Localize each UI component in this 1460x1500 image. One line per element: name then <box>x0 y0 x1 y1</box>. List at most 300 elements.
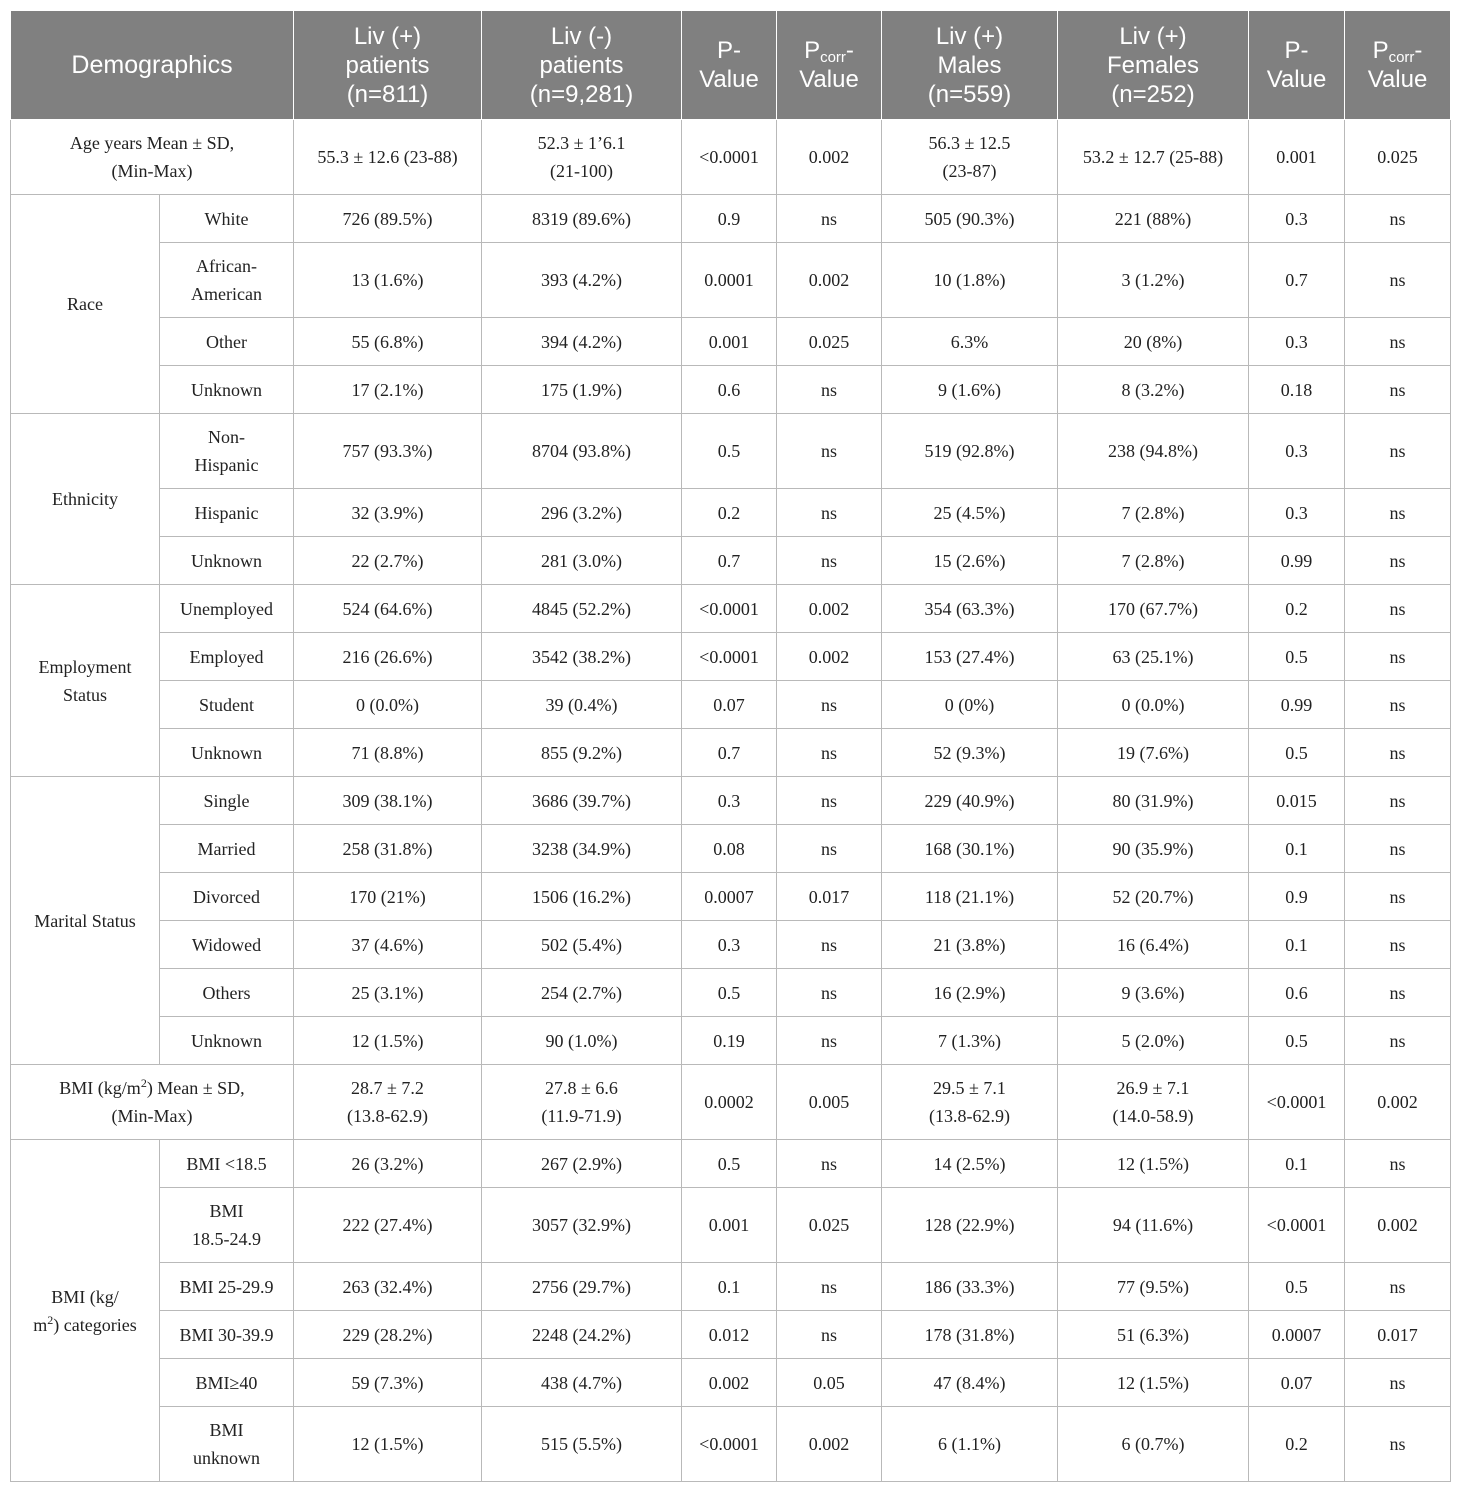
cell-p2: 0.9 <box>1249 873 1345 921</box>
cell-males: 52 (9.3%) <box>882 729 1058 777</box>
cell-females: 12 (1.5%) <box>1058 1359 1249 1407</box>
cell-pcorr: ns <box>777 681 882 729</box>
cell-males: 186 (33.3%) <box>882 1263 1058 1311</box>
cell-subcategory: Unemployed <box>160 585 294 633</box>
cell-subcategory: BMI <18.5 <box>160 1140 294 1188</box>
cell-p2: 0.3 <box>1249 489 1345 537</box>
text-line: American <box>191 284 262 304</box>
cell-liv-neg: 296 (3.2%) <box>482 489 682 537</box>
cell-pcorr2: ns <box>1345 366 1451 414</box>
header-demographics: Demographics <box>11 11 294 120</box>
value-line: (23-87) <box>942 161 997 181</box>
value-line: 52.3 ± 1’6.1 <box>537 133 626 153</box>
cell-p: 0.6 <box>682 366 777 414</box>
cell-males: 14 (2.5%) <box>882 1140 1058 1188</box>
header-line: Liv (-) <box>550 22 613 50</box>
value-line: 26.9 ± 7.1 <box>1116 1078 1190 1098</box>
cell-pcorr2: ns <box>1345 489 1451 537</box>
cell-males: 9 (1.6%) <box>882 366 1058 414</box>
cell-subcategory: Other <box>160 318 294 366</box>
cell-p2: <0.0001 <box>1249 1065 1345 1140</box>
cell-pcorr2: ns <box>1345 825 1451 873</box>
cell-p2: 0.5 <box>1249 1017 1345 1065</box>
cell-liv-pos: 263 (32.4%) <box>294 1263 482 1311</box>
cell-subcategory <box>160 1407 294 1482</box>
cell-pcorr2: ns <box>1345 777 1451 825</box>
group-race <box>11 195 1451 414</box>
cell-liv-pos: 17 (2.1%) <box>294 366 482 414</box>
cell-p2: 0.0007 <box>1249 1311 1345 1359</box>
cell-females: 12 (1.5%) <box>1058 1140 1249 1188</box>
text-line: Status <box>62 684 107 705</box>
table-row <box>11 366 1451 414</box>
group-employment-status <box>11 585 1451 777</box>
cell-males: 354 (63.3%) <box>882 585 1058 633</box>
cell-pcorr: ns <box>777 195 882 243</box>
cell-p2: 0.5 <box>1249 1263 1345 1311</box>
cell-pcorr2: ns <box>1345 873 1451 921</box>
cell-pcorr: 0.05 <box>777 1359 882 1407</box>
cell-pcorr: ns <box>777 537 882 585</box>
cell-pcorr2: ns <box>1345 537 1451 585</box>
group-bmi-mean <box>11 1065 1451 1140</box>
cell-females <box>1058 1065 1249 1140</box>
cell-subcategory: Unknown <box>160 729 294 777</box>
cell-p2: 0.015 <box>1249 777 1345 825</box>
cell-p: 0.0007 <box>682 873 777 921</box>
value-line: 28.7 ± 7.2 <box>351 1078 424 1098</box>
cell-males <box>882 120 1058 195</box>
cell-p: 0.012 <box>682 1311 777 1359</box>
cell-pcorr: 0.025 <box>777 1188 882 1263</box>
cell-pcorr2: 0.002 <box>1345 1188 1451 1263</box>
cell-subcategory: Unknown <box>160 1017 294 1065</box>
text-line: Non- <box>208 427 245 447</box>
value-line: (13.8-62.9) <box>929 1106 1010 1126</box>
cell-subcategory: Student <box>160 681 294 729</box>
cell-pcorr: ns <box>777 1017 882 1065</box>
text-line: Employment <box>38 656 132 677</box>
cell-males: 118 (21.1%) <box>882 873 1058 921</box>
cell-subcategory: Married <box>160 825 294 873</box>
cell-pcorr: ns <box>777 489 882 537</box>
cell-liv-neg: 39 (0.4%) <box>482 681 682 729</box>
table-row <box>11 1140 1451 1188</box>
group-label-bmi-categories <box>11 1140 160 1482</box>
cell-females: 6 (0.7%) <box>1058 1407 1249 1482</box>
cell-p2: 0.3 <box>1249 414 1345 489</box>
text-line: 18.5-24.9 <box>192 1229 261 1249</box>
cell-liv-neg: 4845 (52.2%) <box>482 585 682 633</box>
cell-males: 25 (4.5%) <box>882 489 1058 537</box>
cell-pcorr: 0.017 <box>777 873 882 921</box>
table-row <box>11 777 1451 825</box>
cell-females: 3 (1.2%) <box>1058 243 1249 318</box>
header-line: Liv (+) <box>935 22 1004 50</box>
cell-liv-neg: 2756 (29.7%) <box>482 1263 682 1311</box>
cell-females: 5 (2.0%) <box>1058 1017 1249 1065</box>
header-line: Females <box>1106 51 1200 79</box>
cell-females: 7 (2.8%) <box>1058 537 1249 585</box>
cell-males: 168 (30.1%) <box>882 825 1058 873</box>
value-line: 56.3 ± 12.5 <box>928 133 1011 153</box>
cell-pcorr2: ns <box>1345 243 1451 318</box>
table-row <box>11 1311 1451 1359</box>
cell-liv-neg: 281 (3.0%) <box>482 537 682 585</box>
cell-p: 0.5 <box>682 414 777 489</box>
cell-pcorr: 0.002 <box>777 585 882 633</box>
cell-liv-neg: 393 (4.2%) <box>482 243 682 318</box>
cell-males: 6.3% <box>882 318 1058 366</box>
cell-pcorr: 0.002 <box>777 120 882 195</box>
text-line: BMI <box>209 1201 244 1221</box>
header-liv-pos-females <box>1058 11 1249 120</box>
cell-liv-pos: 309 (38.1%) <box>294 777 482 825</box>
cell-p: 0.7 <box>682 537 777 585</box>
cell-females: 90 (35.9%) <box>1058 825 1249 873</box>
label-sup: 2 <box>140 1076 147 1090</box>
cell-females: 16 (6.4%) <box>1058 921 1249 969</box>
cell-males: 505 (90.3%) <box>882 195 1058 243</box>
cell-liv-pos: 757 (93.3%) <box>294 414 482 489</box>
cell-p2: 0.18 <box>1249 366 1345 414</box>
value-line: 29.5 ± 7.1 <box>933 1078 1006 1098</box>
cell-pcorr: ns <box>777 777 882 825</box>
cell-pcorr: ns <box>777 1263 882 1311</box>
cell-label <box>11 1065 294 1140</box>
group-label-marital-status: Marital Status <box>11 777 160 1065</box>
table-row <box>11 585 1451 633</box>
cell-liv-pos: 0 (0.0%) <box>294 681 482 729</box>
header-line: Males <box>937 51 1002 79</box>
cell-pcorr: ns <box>777 1311 882 1359</box>
table-row <box>11 537 1451 585</box>
cell-pcorr2: ns <box>1345 1407 1451 1482</box>
cell-liv-pos: 32 (3.9%) <box>294 489 482 537</box>
cell-males: 229 (40.9%) <box>882 777 1058 825</box>
table-row <box>11 729 1451 777</box>
cell-p: 0.5 <box>682 1140 777 1188</box>
cell-subcategory <box>160 414 294 489</box>
header-p-value-2 <box>1249 11 1345 120</box>
cell-pcorr2: ns <box>1345 195 1451 243</box>
cell-p2: 0.1 <box>1249 825 1345 873</box>
cell-subcategory: Single <box>160 777 294 825</box>
cell-liv-neg: 3057 (32.9%) <box>482 1188 682 1263</box>
cell-p: 0.2 <box>682 489 777 537</box>
cell-subcategory <box>160 1188 294 1263</box>
cell-liv-neg: 394 (4.2%) <box>482 318 682 366</box>
header-line: Value <box>1367 66 1428 93</box>
cell-p2: 0.3 <box>1249 195 1345 243</box>
cell-liv-neg: 2248 (24.2%) <box>482 1311 682 1359</box>
cell-pcorr2: ns <box>1345 1359 1451 1407</box>
cell-females: 8 (3.2%) <box>1058 366 1249 414</box>
cell-liv-neg: 515 (5.5%) <box>482 1407 682 1482</box>
cell-pcorr2: ns <box>1345 318 1451 366</box>
cell-p2: 0.6 <box>1249 969 1345 1017</box>
header-line: (n=811) <box>346 80 429 108</box>
header-p: P <box>1372 37 1389 64</box>
value-line: (21-100) <box>550 161 613 181</box>
cell-liv-pos: 22 (2.7%) <box>294 537 482 585</box>
cell-females: 238 (94.8%) <box>1058 414 1249 489</box>
cell-males: 7 (1.3%) <box>882 1017 1058 1065</box>
cell-males: 6 (1.1%) <box>882 1407 1058 1482</box>
cell-pcorr: 0.002 <box>777 1407 882 1482</box>
cell-pcorr: ns <box>777 825 882 873</box>
cell-p: <0.0001 <box>682 120 777 195</box>
cell-p2: 0.5 <box>1249 633 1345 681</box>
cell-females: 0 (0.0%) <box>1058 681 1249 729</box>
cell-females: 20 (8%) <box>1058 318 1249 366</box>
cell-liv-pos: 59 (7.3%) <box>294 1359 482 1407</box>
cell-subcategory: Unknown <box>160 537 294 585</box>
table-row <box>11 873 1451 921</box>
cell-liv-neg: 254 (2.7%) <box>482 969 682 1017</box>
value-line: (13.8-62.9) <box>347 1106 428 1126</box>
cell-liv-neg: 3686 (39.7%) <box>482 777 682 825</box>
cell-p: 0.9 <box>682 195 777 243</box>
cell-p: 0.08 <box>682 825 777 873</box>
cell-females: 170 (67.7%) <box>1058 585 1249 633</box>
header-p-value-1 <box>682 11 777 120</box>
table-row <box>11 489 1451 537</box>
label-line: (Min-Max) <box>111 1106 193 1126</box>
header-line: (n=9,281) <box>529 80 634 108</box>
cell-pcorr: ns <box>777 414 882 489</box>
cell-pcorr: ns <box>777 969 882 1017</box>
cell-males: 21 (3.8%) <box>882 921 1058 969</box>
table-row <box>11 195 1451 243</box>
value-line: 27.8 ± 6.6 <box>545 1078 618 1098</box>
cell-liv-pos: 26 (3.2%) <box>294 1140 482 1188</box>
cell-subcategory: Divorced <box>160 873 294 921</box>
header-line: (n=559) <box>927 80 1012 108</box>
cell-subcategory <box>160 243 294 318</box>
header-line: patients <box>539 51 624 79</box>
cell-pcorr: 0.025 <box>777 318 882 366</box>
cell-p: 0.07 <box>682 681 777 729</box>
cell-females: 221 (88%) <box>1058 195 1249 243</box>
cell-liv-pos: 524 (64.6%) <box>294 585 482 633</box>
cell-pcorr2: ns <box>1345 729 1451 777</box>
cell-p2: <0.0001 <box>1249 1188 1345 1263</box>
cell-liv-neg: 1506 (16.2%) <box>482 873 682 921</box>
cell-pcorr: 0.002 <box>777 243 882 318</box>
cell-p: 0.001 <box>682 318 777 366</box>
cell-pcorr: ns <box>777 366 882 414</box>
cell-p2: 0.99 <box>1249 537 1345 585</box>
cell-pcorr2: ns <box>1345 681 1451 729</box>
header-liv-pos-males <box>882 11 1058 120</box>
cell-p2: 0.5 <box>1249 729 1345 777</box>
table-body <box>11 120 1451 195</box>
cell-males <box>882 1065 1058 1140</box>
cell-subcategory: BMI 25-29.9 <box>160 1263 294 1311</box>
demographics-table-container <box>10 10 1451 1482</box>
cell-p2: 0.99 <box>1249 681 1345 729</box>
cell-liv-neg: 90 (1.0%) <box>482 1017 682 1065</box>
cell-p2: 0.7 <box>1249 243 1345 318</box>
group-bmi-categories <box>11 1140 1451 1482</box>
group-label-employment-status <box>11 585 160 777</box>
cell-liv-neg <box>482 1065 682 1140</box>
cell-p: 0.3 <box>682 777 777 825</box>
cell-males: 10 (1.8%) <box>882 243 1058 318</box>
group-label-race: Race <box>11 195 160 414</box>
cell-females: 63 (25.1%) <box>1058 633 1249 681</box>
group-marital-status <box>11 777 1451 1065</box>
cell-liv-pos: 12 (1.5%) <box>294 1017 482 1065</box>
cell-liv-neg: 267 (2.9%) <box>482 1140 682 1188</box>
table-row <box>11 318 1451 366</box>
cell-p: <0.0001 <box>682 1407 777 1482</box>
text-line: BMI <box>209 1420 244 1440</box>
cell-liv-pos: 13 (1.6%) <box>294 243 482 318</box>
cell-liv-neg: 175 (1.9%) <box>482 366 682 414</box>
header-line: Value <box>1266 66 1327 93</box>
cell-subcategory: Hispanic <box>160 489 294 537</box>
table-row <box>11 825 1451 873</box>
header-liv-neg-patients <box>482 11 682 120</box>
cell-males: 16 (2.9%) <box>882 969 1058 1017</box>
cell-p2: 0.2 <box>1249 1407 1345 1482</box>
cell-pcorr2: ns <box>1345 1017 1451 1065</box>
cell-p: 0.1 <box>682 1263 777 1311</box>
cell-p: 0.001 <box>682 1188 777 1263</box>
cell-females: 19 (7.6%) <box>1058 729 1249 777</box>
cell-liv-pos: 37 (4.6%) <box>294 921 482 969</box>
table-row <box>11 969 1451 1017</box>
cell-p2: 0.2 <box>1249 585 1345 633</box>
cell-liv-pos: 229 (28.2%) <box>294 1311 482 1359</box>
demographics-table <box>10 10 1451 1482</box>
cell-subcategory: Employed <box>160 633 294 681</box>
cell-males: 15 (2.6%) <box>882 537 1058 585</box>
table-row <box>11 414 1451 489</box>
cell-pcorr2: ns <box>1345 585 1451 633</box>
cell-males: 128 (22.9%) <box>882 1188 1058 1263</box>
cell-liv-pos: 12 (1.5%) <box>294 1407 482 1482</box>
cell-pcorr2: 0.025 <box>1345 120 1451 195</box>
header-dash: - <box>845 37 854 64</box>
value-line: (14.0-58.9) <box>1112 1106 1194 1126</box>
cell-males: 0 (0%) <box>882 681 1058 729</box>
label-part: m <box>33 1314 48 1335</box>
cell-females: 80 (31.9%) <box>1058 777 1249 825</box>
cell-liv-pos: 258 (31.8%) <box>294 825 482 873</box>
cell-pcorr: 0.005 <box>777 1065 882 1140</box>
label-sup: 2 <box>47 1312 54 1327</box>
text-line: African- <box>196 256 257 276</box>
header-line: (n=252) <box>1111 80 1195 108</box>
table-row <box>11 1263 1451 1311</box>
cell-liv-neg: 438 (4.7%) <box>482 1359 682 1407</box>
cell-p2: 0.1 <box>1249 921 1345 969</box>
label-part: BMI (kg/m <box>59 1078 141 1098</box>
cell-males: 519 (92.8%) <box>882 414 1058 489</box>
label-line: (Min-Max) <box>111 161 193 181</box>
cell-liv-pos: 170 (21%) <box>294 873 482 921</box>
cell-subcategory: White <box>160 195 294 243</box>
cell-liv-pos <box>294 1065 482 1140</box>
header-pcorr-value-1 <box>777 11 882 120</box>
table-row <box>11 1017 1451 1065</box>
header-row <box>11 11 1451 120</box>
table-row-bmi-mean <box>11 1065 1451 1140</box>
cell-p: 0.0001 <box>682 243 777 318</box>
cell-p2: 0.001 <box>1249 120 1345 195</box>
cell-pcorr: 0.002 <box>777 633 882 681</box>
cell-pcorr2: ns <box>1345 414 1451 489</box>
label-part: ) Mean ± SD, <box>146 1078 245 1098</box>
cell-pcorr2: ns <box>1345 969 1451 1017</box>
label-part: ) categories <box>53 1314 137 1335</box>
cell-pcorr2: ns <box>1345 921 1451 969</box>
cell-liv-neg <box>482 120 682 195</box>
cell-p2: 0.1 <box>1249 1140 1345 1188</box>
value-line: (11.9-71.9) <box>541 1106 622 1126</box>
cell-p: 0.0002 <box>682 1065 777 1140</box>
cell-subcategory: BMI 30-39.9 <box>160 1311 294 1359</box>
header-line: Liv (+) <box>353 22 422 50</box>
cell-males: 153 (27.4%) <box>882 633 1058 681</box>
cell-liv-neg: 8704 (93.8%) <box>482 414 682 489</box>
cell-p: <0.0001 <box>682 633 777 681</box>
cell-liv-pos: 216 (26.6%) <box>294 633 482 681</box>
cell-liv-neg: 3238 (34.9%) <box>482 825 682 873</box>
cell-liv-neg: 502 (5.4%) <box>482 921 682 969</box>
cell-subcategory: Others <box>160 969 294 1017</box>
cell-liv-neg: 855 (9.2%) <box>482 729 682 777</box>
label-line: Age years Mean ± SD, <box>69 133 235 153</box>
cell-pcorr2: 0.017 <box>1345 1311 1451 1359</box>
cell-liv-pos: 25 (3.1%) <box>294 969 482 1017</box>
table-row <box>11 1188 1451 1263</box>
table-row <box>11 1407 1451 1482</box>
cell-p: <0.0001 <box>682 585 777 633</box>
cell-liv-pos: 222 (27.4%) <box>294 1188 482 1263</box>
cell-females: 7 (2.8%) <box>1058 489 1249 537</box>
header-dash: - <box>1414 37 1423 64</box>
cell-liv-pos: 71 (8.8%) <box>294 729 482 777</box>
group-ethnicity <box>11 414 1451 585</box>
cell-p: 0.5 <box>682 969 777 1017</box>
header-line: Value <box>799 66 859 93</box>
cell-pcorr2: 0.002 <box>1345 1065 1451 1140</box>
cell-liv-pos: 55 (6.8%) <box>294 318 482 366</box>
cell-pcorr2: ns <box>1345 633 1451 681</box>
cell-liv-neg: 3542 (38.2%) <box>482 633 682 681</box>
cell-liv-neg: 8319 (89.6%) <box>482 195 682 243</box>
cell-males: 178 (31.8%) <box>882 1311 1058 1359</box>
header-line: patients <box>345 51 430 79</box>
text-line: Hispanic <box>194 455 259 475</box>
cell-p: 0.19 <box>682 1017 777 1065</box>
label-line: BMI (kg/ <box>51 1286 119 1307</box>
cell-pcorr: ns <box>777 921 882 969</box>
cell-males: 47 (8.4%) <box>882 1359 1058 1407</box>
header-p: P <box>804 37 821 64</box>
header-line: P- <box>1284 37 1309 64</box>
table-row <box>11 921 1451 969</box>
cell-subcategory: Widowed <box>160 921 294 969</box>
table-row <box>11 681 1451 729</box>
cell-females: 52 (20.7%) <box>1058 873 1249 921</box>
header-pcorr-value-2 <box>1345 11 1451 120</box>
cell-p: 0.002 <box>682 1359 777 1407</box>
